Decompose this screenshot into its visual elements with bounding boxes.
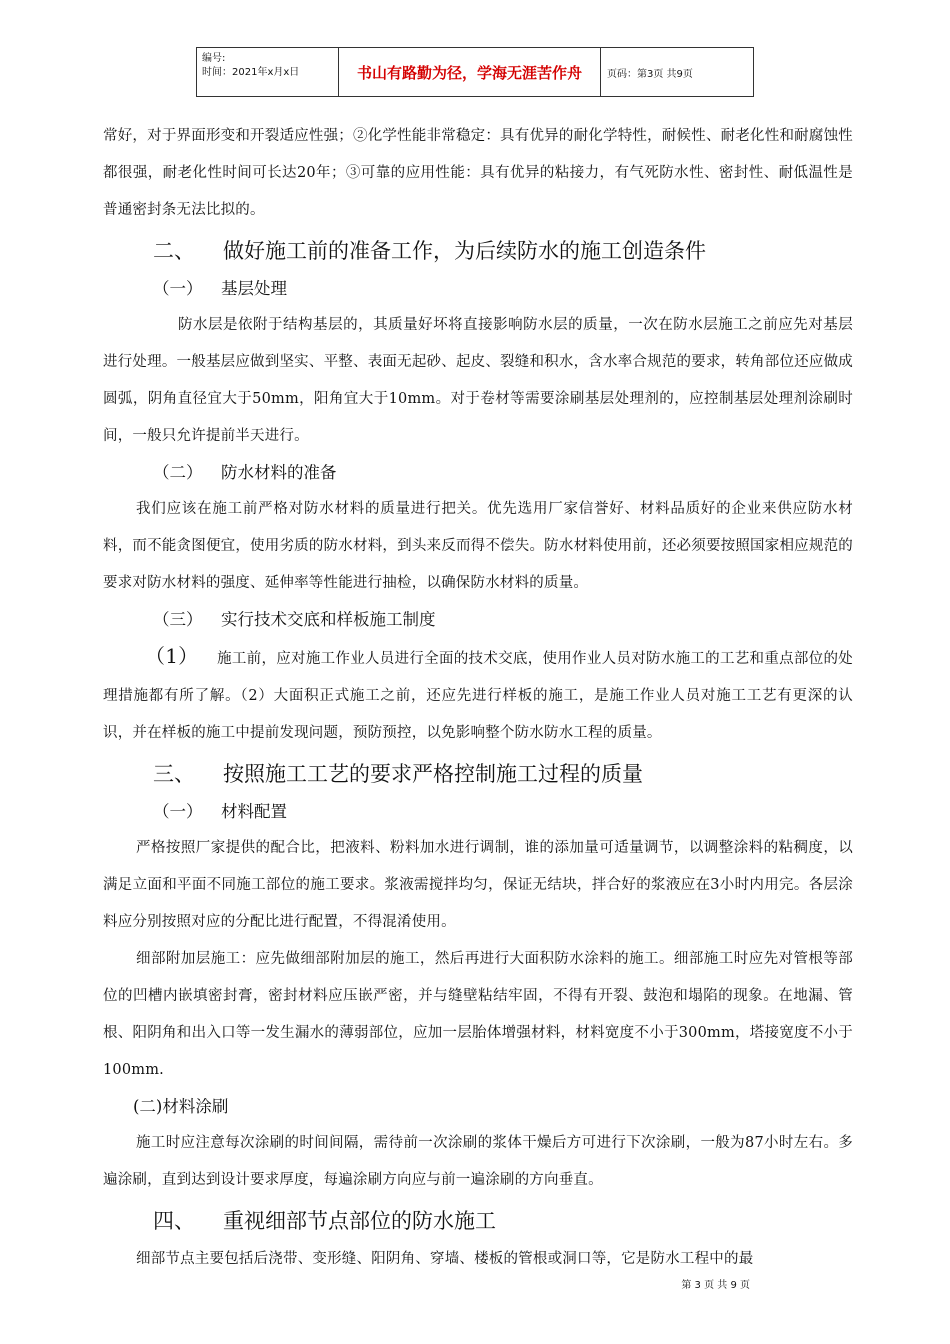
subsection-title: 基层处理	[221, 279, 287, 298]
document-body	[103, 118, 853, 1278]
subsection-heading-2-3	[103, 602, 853, 638]
page-header-table	[196, 47, 754, 97]
paragraph-detail-layer: 细部附加层施工：应先做细部附加层的施工，然后再进行大面积防水涂料的施工。细部施工时应先对管根等部位的凹槽内嵌填密封膏，密封材料应压嵌严密，并与缝壁粘结牢固，不得有开裂、鼓泡和塌陷的现象。在地漏、管根、阳阴角和出入口等一发生漏水的薄弱部位，应加一层胎体增强材料，材料宽度不小于300mm，塔接宽度不小于100mm.	[103, 951, 853, 1078]
header-motto: 书山有路勤为径，学海无涯苦作舟	[339, 48, 601, 96]
page-footer	[0, 1276, 950, 1291]
header-page-info: 页码：第3页 共9页	[607, 68, 693, 80]
header-time-label: 时间：2021年x月x日	[202, 67, 300, 78]
section-title: 重视细部节点部位的防水施工	[223, 1209, 496, 1233]
subsection-heading-2-1	[103, 271, 853, 307]
paragraph-material-mix: 严格按照厂家提供的配合比，把液料、粉料加水进行调制，谁的添加量可适量调节，以调整涂料的粘稠度，以满足立面和平面不同施工部位的施工要求。浆液需搅拌均匀，保证无结块，拌合好的浆液应在3小时内用完。各层涂料应分别按照对应的分配比进行配置，不得混淆使用。	[103, 840, 853, 930]
subsection-title: 防水材料的准备	[221, 463, 337, 482]
paragraph-continued: 常好，对于界面形变和开裂适应性强；②化学性能非常稳定：具有优异的耐化学特性，耐候性、耐老化性和耐腐蚀性都很强，耐老化性时间可长达20年；③可靠的应用性能：具有优异的粘接力，有气死防水性、密封性、耐低温性是普通密封条无法比拟的。	[103, 128, 853, 218]
subsection-title: 实行技术交底和样板施工制度	[221, 610, 436, 629]
section-heading-3	[103, 754, 853, 794]
section-number: 二、	[153, 239, 195, 263]
subsection-heading-3-2: (二)材料涂刷	[133, 1097, 229, 1116]
paragraph-tech-briefing	[103, 638, 853, 752]
section-heading-4	[103, 1201, 853, 1241]
paragraph-base-treatment: 防水层是依附于结构基层的，其质量好坏将直接影响防水层的质量，一次在防水层施工之前应先对基层进行处理。一般基层应做到坚实、平整、表面无起砂、起皮、裂缝和积水，含水率合规范的要求，转角部位还应做成圆弧，阴角直径宜大于50mm，阳角宜大于10mm。对于卷材等需要涂刷基层处理剂的，应控制基层处理剂涂刷时间，一般只允许提前半天进行。	[103, 317, 853, 444]
paragraph-material-prep: 我们应该在施工前严格对防水材料的质量进行把关。优先选用厂家信誉好、材料品质好的企业来供应防水材料，而不能贪图便宜，使用劣质的防水材料，到头来反而得不偿失。防水材料使用前，还必须要按照国家相应规范的要求对防水材料的强度、延伸率等性能进行抽检，以确保防水材料的质量。	[103, 501, 853, 591]
subsection-title: 材料配置	[221, 802, 287, 821]
section-number: 四、	[153, 1209, 195, 1233]
section-number: 三、	[153, 762, 195, 786]
section-heading-2	[103, 231, 853, 271]
footer-page-number: 第 3 页 共 9 页	[681, 1280, 750, 1291]
subsection-heading-2-2	[103, 455, 853, 491]
subsection-number: （一）	[153, 279, 203, 298]
list-marker: （1）	[145, 644, 199, 668]
paragraph-detail-nodes: 细部节点主要包括后浇带、变形缝、阳阴角、穿墙、楼板的管根或洞口等，它是防水工程中的最	[136, 1251, 754, 1267]
header-number-label: 编号:	[202, 53, 226, 64]
subsection-heading-3-1	[103, 794, 853, 830]
subsection-number: （三）	[153, 610, 203, 629]
section-title: 按照施工工艺的要求严格控制施工过程的质量	[223, 762, 643, 786]
paragraph-coating: 施工时应注意每次涂刷的时间间隔，需待前一次涂刷的浆体干燥后方可进行下次涂刷，一般为87小时左右。多遍涂刷，直到达到设计要求厚度，每遍涂刷方向应与前一遍涂刷的方向垂直。	[103, 1135, 853, 1188]
header-meta-cell	[197, 48, 339, 96]
subsection-number: （一）	[153, 802, 203, 821]
paragraph-tech-briefing-text: 施工前，应对施工作业人员进行全面的技术交底，使用作业人员对防水施工的工艺和重点部位的处理措施都有所了解。（2）大面积正式施工之前，还应先进行样板的施工，是施工作业人员对施工工艺有更深的认识，并在样板的施工中提前发现问题，预防预控，以免影响整个防水防水工程的质量。	[103, 651, 853, 741]
subsection-number: （二）	[153, 463, 203, 482]
section-title: 做好施工前的准备工作，为后续防水的施工创造条件	[223, 239, 706, 263]
